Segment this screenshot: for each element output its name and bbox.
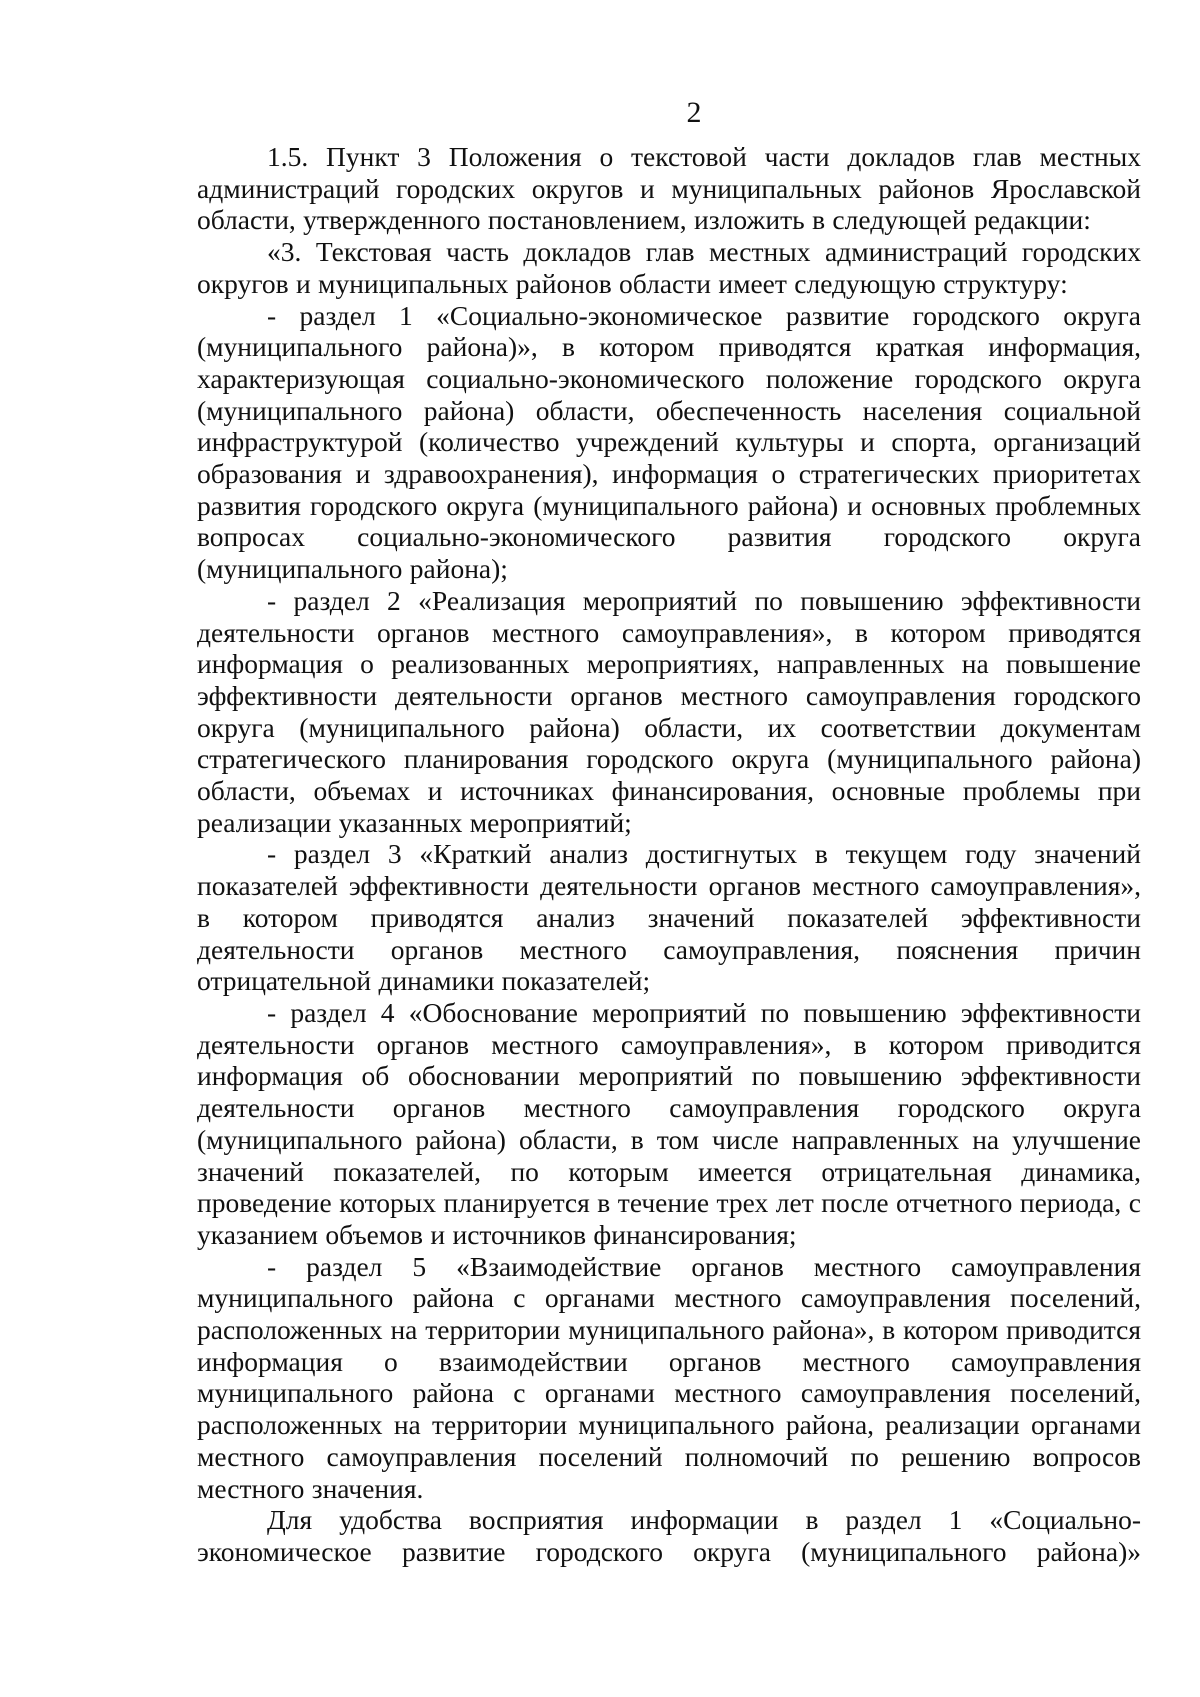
paragraph-1-5: 1.5. Пункт 3 Положения о текстовой части докладов глав местных администраций городских округов и муниципальных районов Ярославской области, утвержденного постановлением, изложить в следующей редакции: bbox=[197, 141, 1141, 236]
paragraph-section-5: - раздел 5 «Взаимодействие органов местного самоуправления муниципального района с органами местного самоуправления поселений, расположенных на территории муниципального района», в котором приводится информация о взаимодействии органов местного самоуправления муниципального района с органами местного самоуправления поселений, расположенных на территории муниципального района, реализации органами местного самоуправления поселений полномочий по решению вопросов местного значения. bbox=[197, 1250, 1141, 1504]
paragraph-section-4: - раздел 4 «Обоснование мероприятий по повышению эффективности деятельности органов местного самоуправления», в котором приводится информация об обосновании мероприятий по повышению эффективности деятельности органов местного самоуправления городского округа (муниципального района) области, в том числе направленных на улучшение значений показателей, по которым имеется отрицательная динамика, проведение которых планируется в течение трех лет после отчетного периода, с указанием объемов и источников финансирования; bbox=[197, 996, 1141, 1250]
paragraph-section-2: - раздел 2 «Реализация мероприятий по повышению эффективности деятельности органов местного самоуправления», в котором приводятся информация о реализованных мероприятиях, направленных на повышение эффективности деятельности органов местного самоуправления городского округа (муниципального района) области, их соответствии документам стратегического планирования городского округа (муниципального района) области, объемах и источниках финансирования, основные проблемы при реализации указанных мероприятий; bbox=[197, 584, 1141, 838]
paragraph-section-1: - раздел 1 «Социально-экономическое развитие городского округа (муниципального района)», в котором приводятся краткая информация, характеризующая социально-экономического положение городского округа (муниципального района) области, обеспеченность населения социальной инфраструктурой (количество учреждений культуры и спорта, организаций образования и здравоохранения), информация о стратегических приоритетах развития городского округа (муниципального района) и основных проблемных вопросах социально-экономического развития городского округа (муниципального района); bbox=[197, 299, 1141, 585]
document-body bbox=[197, 141, 1141, 1568]
paragraph-continued: Для удобства восприятия информации в раздел 1 «Социально-экономическое развитие городского округа (муниципального района)» bbox=[197, 1504, 1141, 1567]
page-number: 2 bbox=[686, 96, 702, 129]
paragraph-section-3: - раздел 3 «Краткий анализ достигнутых в текущем году значений показателей эффективности деятельности органов местного самоуправления», в котором приводятся анализ значений показателей эффективности деятельности органов местного самоуправления, пояснения причин отрицательной динамики показателей; bbox=[197, 838, 1141, 997]
paragraph-item-3-intro: «3. Текстовая часть докладов глав местных администраций городских округов и муниципальных районов области имеет следующую структуру: bbox=[197, 236, 1141, 299]
